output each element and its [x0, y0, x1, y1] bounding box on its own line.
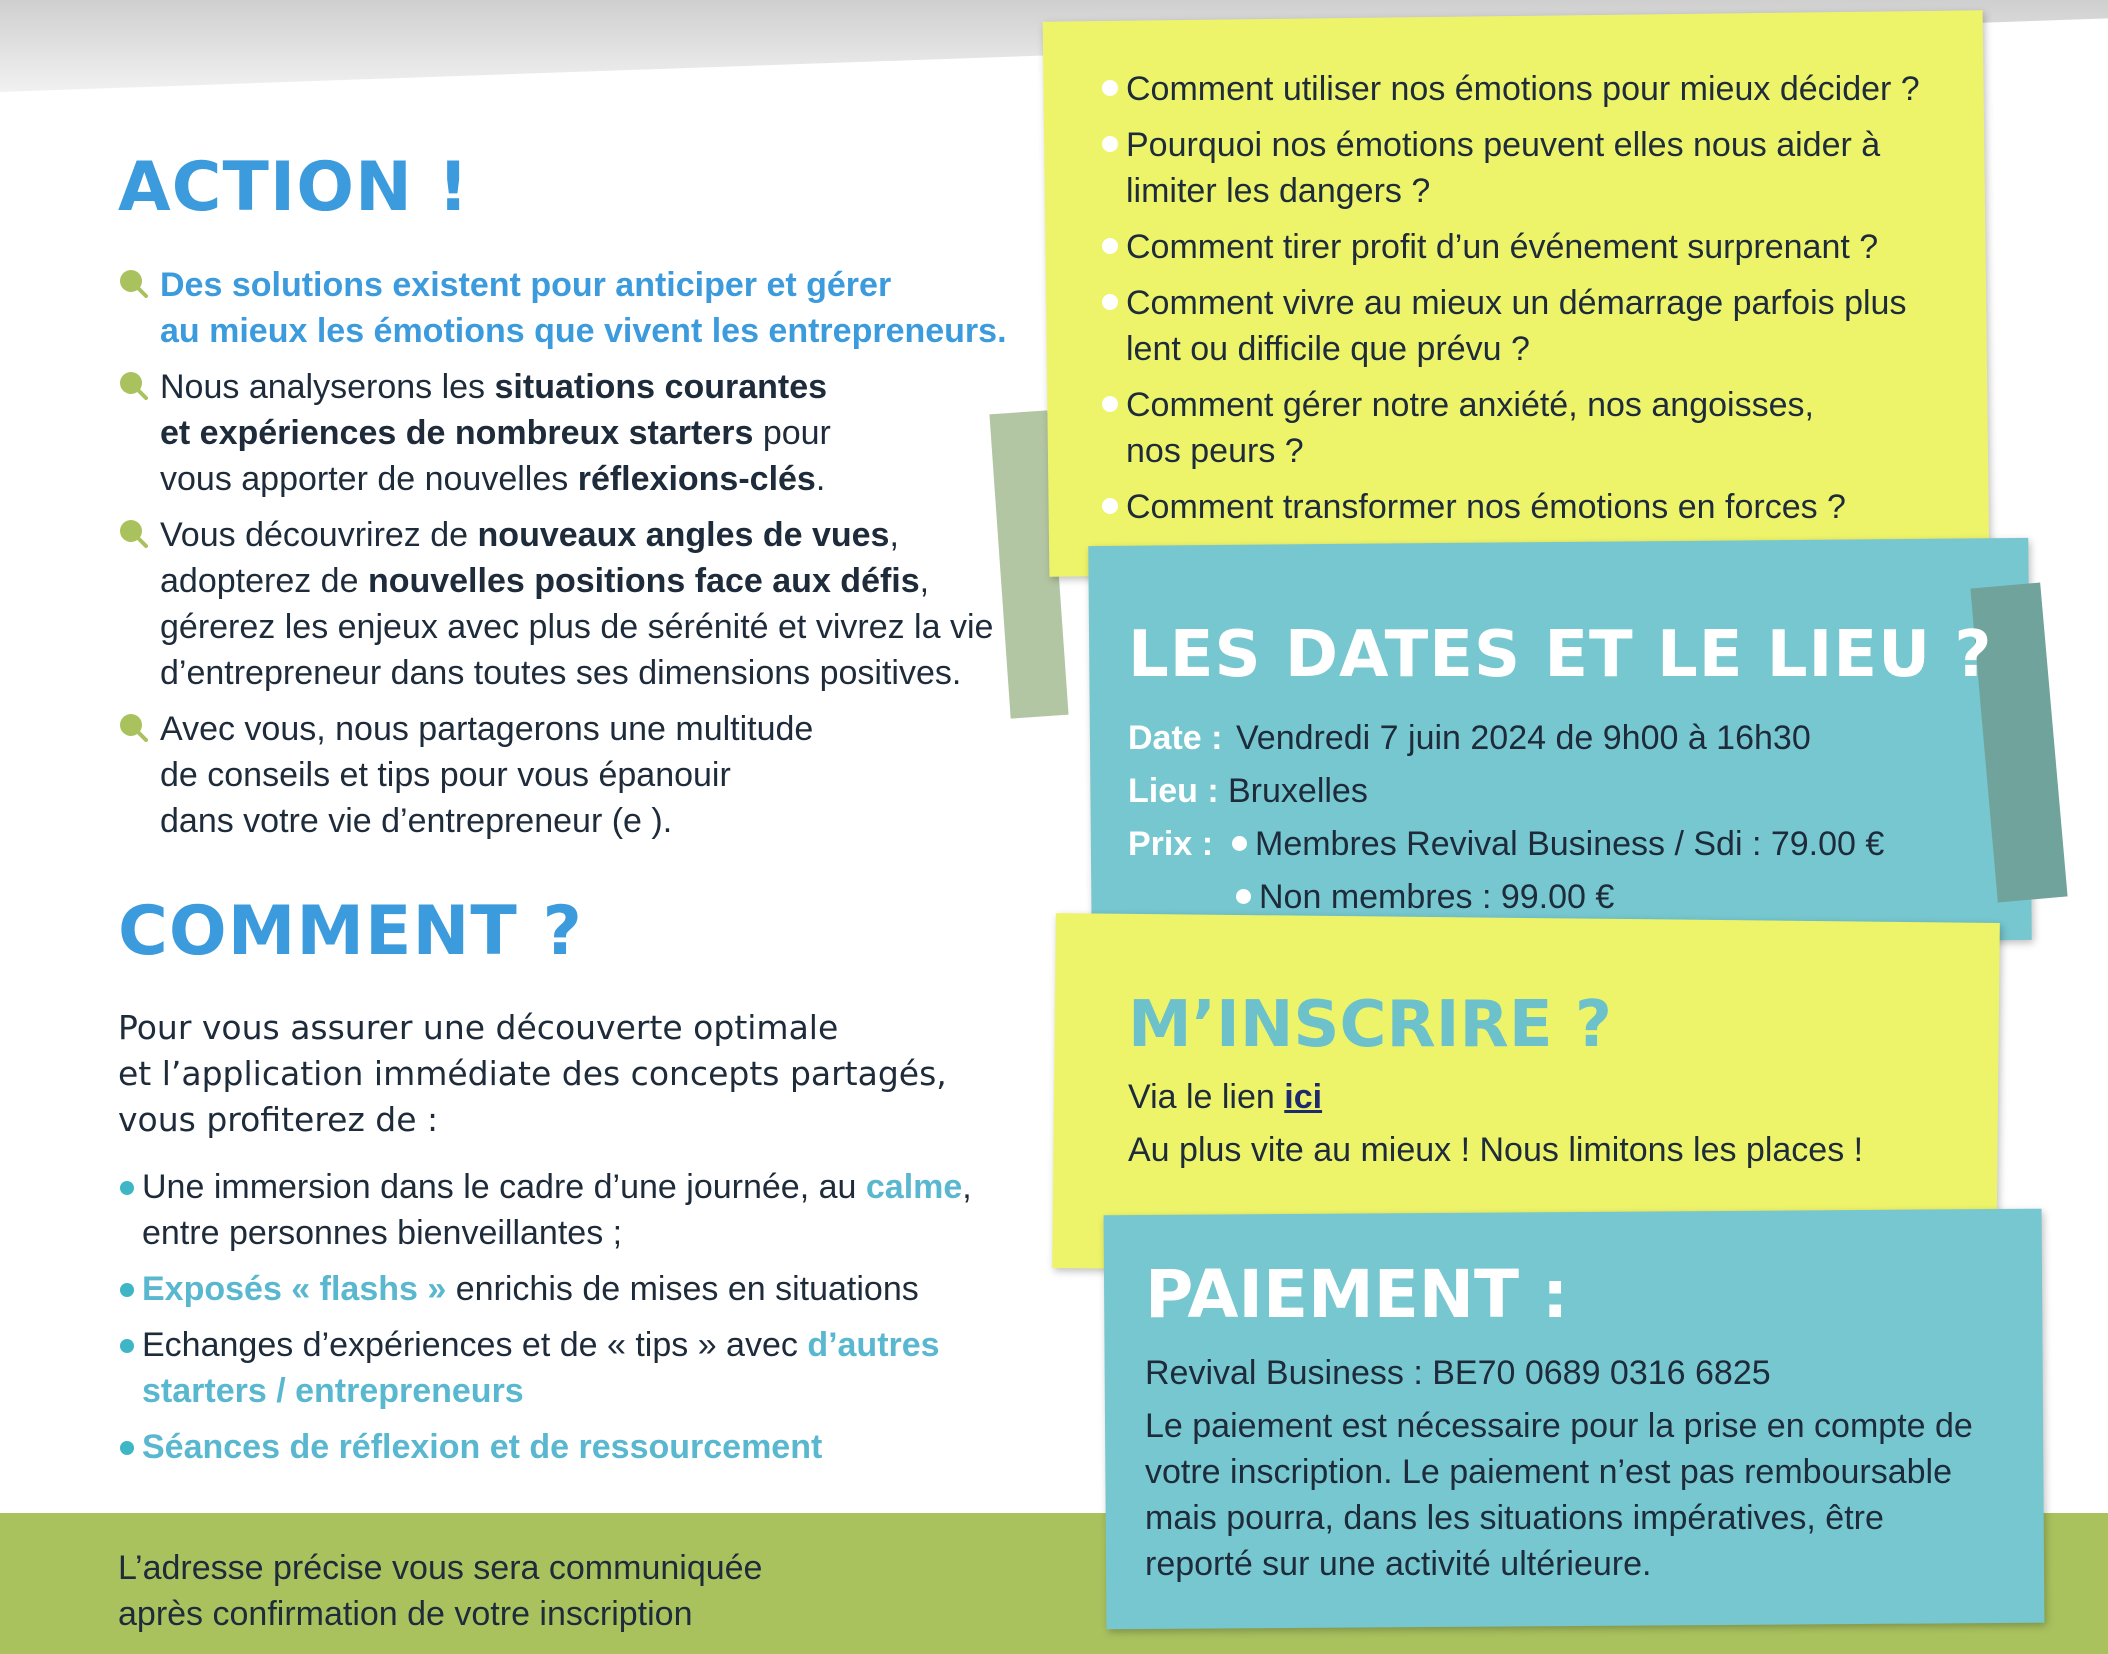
list-item	[118, 512, 1018, 696]
paiement-line: reporté sur une activité ultérieure.	[1145, 1545, 1652, 1583]
item-line	[160, 558, 1018, 604]
footer-note	[118, 1545, 818, 1637]
bullet-dot-icon	[1232, 836, 1247, 851]
magnifier-bullet-icon	[118, 268, 148, 298]
dates-title: LES DATES ET LE LIEU ?	[1128, 618, 1993, 692]
item-line	[142, 1322, 1018, 1368]
iban-line: Revival Business : BE70 0689 0316 6825	[1145, 1354, 1771, 1392]
item-line: Avec vous, nous partagerons une multitude	[160, 710, 814, 748]
item-line: nos peurs ?	[1126, 432, 1304, 470]
inscrire-title: M’INSCRIRE ?	[1128, 988, 1612, 1062]
bullet-dot-icon	[120, 1339, 134, 1353]
inscrire-via	[1128, 1074, 1322, 1120]
paiement-line: Le paiement est nécessaire pour la prise en compte de	[1145, 1407, 1973, 1445]
item-line: Comment vivre au mieux un démarrage parfois plus	[1126, 284, 1907, 322]
item-line	[160, 410, 1018, 456]
text-bold: situations courantes	[494, 368, 828, 406]
text: Echanges d’expériences et de « tips » avec	[142, 1326, 808, 1364]
comment-intro	[118, 1005, 1018, 1143]
item-line: Pourquoi nos émotions peuvent elles nous aider à	[1126, 126, 1881, 164]
comment-title: COMMENT ?	[118, 892, 583, 971]
item-line: starters / entrepreneurs	[142, 1372, 524, 1410]
bullet-dot-icon	[1102, 238, 1118, 254]
via-text: Via le lien	[1128, 1078, 1285, 1116]
item-line: Séances de réflexion et de ressourcement	[142, 1428, 823, 1466]
item-line: limiter les dangers ?	[1126, 172, 1431, 210]
text: Une immersion dans le cadre d’une journée, au	[142, 1168, 866, 1206]
item-line: Comment gérer notre anxiété, nos angoisses,	[1126, 386, 1814, 424]
bullet-dot-icon	[1236, 889, 1251, 904]
inscrire-note: Au plus vite au mieux ! Nous limitons les places !	[1128, 1131, 1864, 1169]
item-line: dans votre vie d’entrepreneur (e ).	[160, 802, 673, 840]
text: ,	[962, 1168, 972, 1206]
item-line: gérerez les enjeux avec plus de sérénité et vivrez la vie	[160, 608, 994, 646]
list-item	[1100, 224, 1960, 270]
bullet-dot-icon	[1102, 396, 1118, 412]
item-line: Des solutions existent pour anticiper et gérer	[160, 266, 892, 304]
bullet-dot-icon	[120, 1441, 134, 1455]
paiement-line: mais pourra, dans les situations impératives, être	[1145, 1499, 1884, 1537]
list-item	[1100, 382, 1960, 474]
item-line	[142, 1164, 1018, 1210]
item-line: d’entrepreneur dans toutes ses dimensions positives.	[160, 654, 962, 692]
list-item	[1100, 484, 1960, 530]
text: vous apporter de nouvelles	[160, 460, 578, 498]
magnifier-bullet-icon	[118, 712, 148, 742]
bullet-dot-icon	[1102, 294, 1118, 310]
text-highlight: Exposés « flashs »	[142, 1270, 447, 1308]
item-line	[160, 364, 1018, 410]
date-row	[1128, 715, 1811, 761]
item-line: Comment transformer nos émotions en forces ?	[1126, 488, 1846, 526]
paiement-line: votre inscription. Le paiement n’est pas remboursable	[1145, 1453, 1952, 1491]
list-item	[1100, 66, 1960, 112]
text: Vous découvrirez de	[160, 516, 478, 554]
list-item	[1100, 122, 1960, 214]
footer-line: après confirmation de votre inscription	[118, 1595, 693, 1633]
list-item	[118, 262, 1018, 354]
action-title: ACTION !	[118, 148, 470, 227]
item-line: lent ou difficile que prévu ?	[1126, 330, 1530, 368]
prix-non-members: Non membres : 99.00 €	[1259, 878, 1615, 916]
item-line: Comment tirer profit d’un événement surprenant ?	[1126, 228, 1879, 266]
item-line: de conseils et tips pour vous épanouir	[160, 756, 731, 794]
paiement-title: PAIEMENT :	[1145, 1256, 1569, 1333]
prix-label: Prix :	[1128, 825, 1214, 863]
questions-list	[1100, 66, 1960, 540]
item-line: Comment utiliser nos émotions pour mieux décider ?	[1126, 70, 1920, 108]
footer-line: L’adresse précise vous sera communiquée	[118, 1549, 763, 1587]
magnifier-bullet-icon	[118, 370, 148, 400]
list-item	[118, 706, 1018, 844]
list-item	[118, 1164, 1018, 1256]
text: ,	[919, 562, 930, 600]
registration-link[interactable]: ici	[1284, 1078, 1323, 1116]
comment-list	[118, 1164, 1018, 1480]
text: .	[815, 460, 826, 498]
item-line	[160, 456, 1018, 502]
item-line	[142, 1266, 1018, 1312]
bullet-dot-icon	[1102, 498, 1118, 514]
text: pour	[753, 414, 831, 452]
prix-row	[1128, 821, 1884, 867]
lieu-value: Bruxelles	[1228, 772, 1368, 810]
prix-members: Membres Revival Business / Sdi : 79.00 €	[1255, 825, 1885, 863]
text: enrichis de mises en situations	[446, 1270, 919, 1308]
bullet-dot-icon	[1102, 136, 1118, 152]
bullet-dot-icon	[1102, 80, 1118, 96]
magnifier-bullet-icon	[118, 518, 148, 548]
text: adopterez de	[160, 562, 368, 600]
text-bold: et expériences de nombreux starters	[160, 414, 754, 452]
text: ,	[889, 516, 899, 554]
lieu-row	[1128, 768, 1368, 814]
action-list	[118, 262, 1018, 854]
text-highlight: calme	[865, 1168, 963, 1206]
intro-line: et l’application immédiate des concepts partagés,	[118, 1054, 947, 1093]
item-line: entre personnes bienveillantes ;	[142, 1214, 623, 1252]
list-item	[1100, 280, 1960, 372]
bullet-dot-icon	[120, 1283, 134, 1297]
list-item	[118, 1266, 1018, 1312]
date-label: Date :	[1128, 719, 1223, 757]
intro-line: Pour vous assurer une découverte optimale	[118, 1008, 839, 1047]
text-bold: nouvelles positions face aux défis	[367, 562, 920, 600]
text-bold: réflexions-clés	[577, 460, 816, 498]
text: Nous analyserons les	[160, 368, 495, 406]
date-value: Vendredi 7 juin 2024 de 9h00 à 16h30	[1236, 719, 1811, 757]
lieu-label: Lieu :	[1128, 772, 1219, 810]
text-bold: nouveaux angles de vues	[477, 516, 890, 554]
list-item	[118, 1424, 1018, 1470]
paiement-text	[1145, 1403, 2015, 1587]
list-item	[118, 364, 1018, 502]
text-highlight: d’autres	[807, 1326, 940, 1364]
item-line	[160, 512, 1018, 558]
item-line: au mieux les émotions que vivent les entrepreneurs.	[160, 312, 1007, 350]
prix-row-2	[1236, 874, 1614, 920]
bullet-dot-icon	[120, 1181, 134, 1195]
intro-line: vous profiterez de :	[118, 1100, 439, 1139]
list-item	[118, 1322, 1018, 1414]
